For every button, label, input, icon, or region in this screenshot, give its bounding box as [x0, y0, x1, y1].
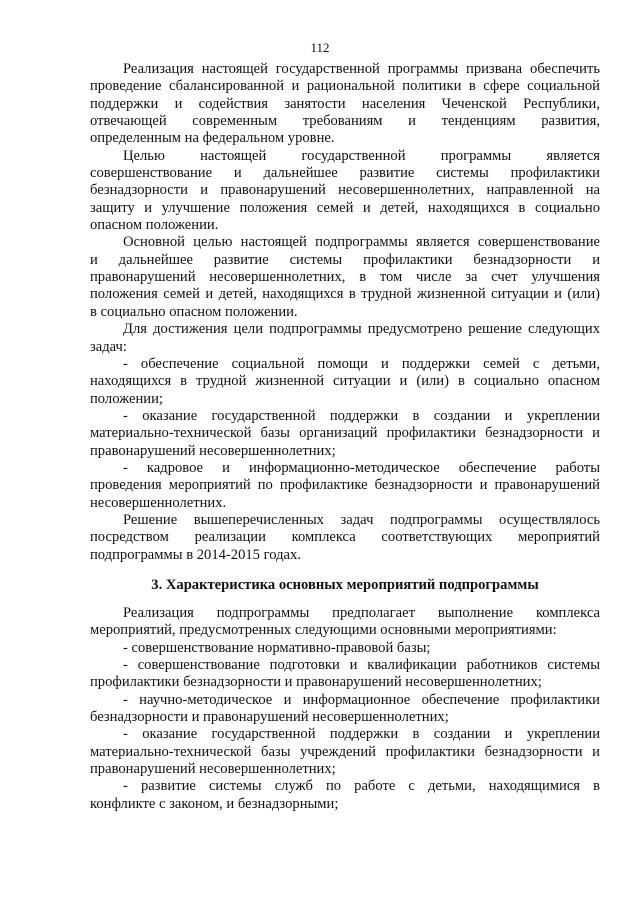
- text-line: в социально опасном положении.: [90, 303, 298, 320]
- section-body-text: [90, 605, 600, 813]
- text-line: материально-технической базы организаций профилактики безнадзорности и: [90, 425, 600, 442]
- text-line: опасном положении.: [90, 217, 219, 234]
- text-line: - кадровое и информационно-методическое обеспечение работы: [123, 459, 600, 476]
- section-heading: 3. Характеристика основных мероприятий подпрограммы: [151, 577, 539, 593]
- text-line: Целью настоящей государственной программы является: [123, 147, 600, 164]
- paragraph-5: [90, 512, 600, 564]
- paragraph-3: [90, 234, 600, 321]
- text-line: - совершенствование нормативно-правовой базы;: [123, 639, 431, 656]
- text-line: - оказание государственной поддержки в создании и укреплении: [123, 407, 600, 424]
- text-line: проведения мероприятий по профилактике безнадзорности и правонарушений: [90, 477, 600, 494]
- body-text: [90, 61, 600, 564]
- text-line: Реализация подпрограммы предполагает выполнение комплекса: [123, 605, 600, 621]
- text-line: безнадзорности и правонарушений несовершеннолетних;: [90, 709, 449, 726]
- text-line: отвечающей современным требованиям и тенденциям развития,: [90, 113, 600, 130]
- text-line: материально-технической базы учреждений профилактики безнадзорности и: [90, 743, 600, 760]
- text-line: правонарушений несовершеннолетних;: [90, 442, 336, 459]
- text-line: правонарушений несовершеннолетних, в том числе за счет улучшения: [90, 269, 600, 286]
- text-line: подпрограммы в 2014-2015 годах.: [90, 546, 301, 563]
- text-line: поддержки и содействия занятости населения Чеченской Республики,: [90, 95, 600, 112]
- text-line: посредством реализации комплекса соответствующих мероприятий: [90, 529, 600, 546]
- text-line: Для достижения цели подпрограммы предусмотрено решение следующих: [123, 321, 600, 338]
- text-line: правонарушений несовершеннолетних;: [90, 761, 336, 778]
- text-line: безнадзорности и правонарушений несовершеннолетних, направленной на: [90, 182, 600, 199]
- list-item-3: [90, 460, 600, 512]
- text-line: Основной целью настоящей подпрограммы является совершенствование: [123, 234, 600, 251]
- text-line: Решение вышеперечисленных задач подпрограммы осуществлялось: [123, 511, 600, 528]
- text-line: положении;: [90, 390, 163, 407]
- section-list-item-5: [90, 778, 600, 813]
- list-item-1: [90, 356, 600, 408]
- section-list-item-1: [90, 640, 600, 657]
- text-line: находящихся в трудной жизненной ситуации и (или) в социально опасном: [90, 373, 600, 390]
- text-line: - развитие системы служб по работе с детьми, находящимися в: [123, 778, 600, 795]
- text-line: положения семей и детей, находящихся в трудной жизненной ситуации и (или): [90, 286, 600, 303]
- page-number: 112: [310, 40, 330, 55]
- section-list-item-3: [90, 692, 600, 727]
- text-line: - совершенствование подготовки и квалификации работников системы: [123, 657, 600, 674]
- section-paragraph-1: [90, 605, 600, 640]
- text-line: проведение сбалансированной и рациональной политики в сфере социальной: [90, 78, 600, 95]
- section-list-item-4: [90, 726, 600, 778]
- text-line: несовершеннолетних.: [90, 494, 227, 511]
- text-line: мероприятий, предусмотренных следующими основными мероприятиями:: [90, 622, 557, 639]
- section-list-item-2: [90, 657, 600, 692]
- text-line: совершенствование и дальнейшее развитие системы профилактики: [90, 165, 600, 182]
- text-line: и дальнейшее развитие системы профилактики безнадзорности и: [90, 251, 600, 268]
- paragraph-4: [90, 321, 600, 356]
- text-line: защиту и улучшение положения семей и детей, находящихся в социально: [90, 199, 600, 216]
- text-line: Реализация настоящей государственной программы призвана обеспечить: [123, 61, 600, 77]
- text-line: - научно-методическое и информационное обеспечение профилактики: [123, 691, 600, 708]
- text-line: конфликте с законом, и безнадзорными;: [90, 795, 339, 812]
- text-line: определенным на федеральном уровне.: [90, 130, 335, 147]
- text-line: - оказание государственной поддержки в создании и укреплении: [123, 726, 600, 743]
- text-line: задач:: [90, 338, 127, 355]
- text-line: - обеспечение социальной помощи и поддержки семей с детьми,: [123, 355, 600, 372]
- list-item-2: [90, 408, 600, 460]
- text-line: профилактики безнадзорности и правонарушений несовершеннолетних;: [90, 674, 542, 691]
- paragraph-1: [90, 61, 600, 148]
- paragraph-2: [90, 148, 600, 235]
